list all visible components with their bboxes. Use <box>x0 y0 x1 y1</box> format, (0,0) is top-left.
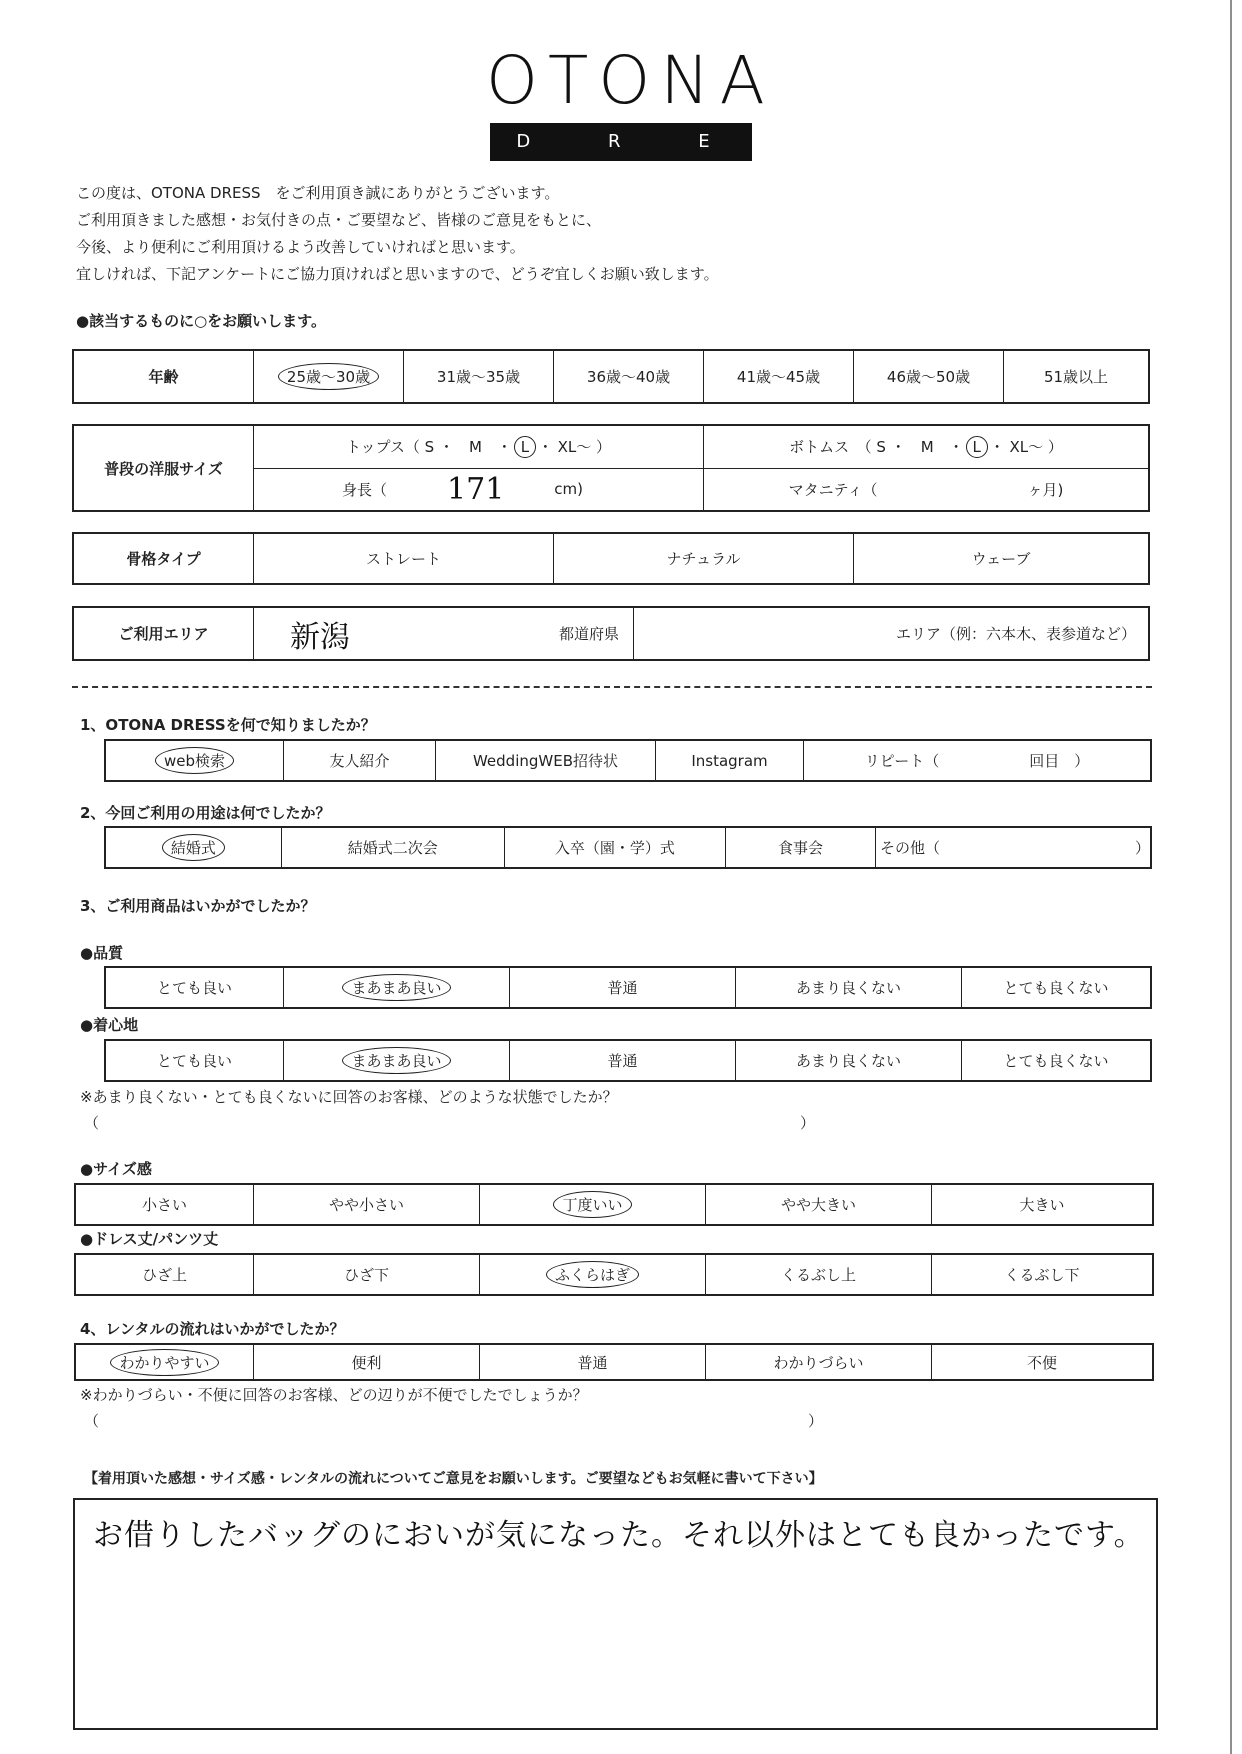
body-type-option-label: ナチュラル <box>666 550 741 568</box>
length-option[interactable] <box>932 1255 1152 1294</box>
length-option-label: ひざ上 <box>141 1266 187 1284</box>
age-option-label: 41歳～45歳 <box>736 368 821 386</box>
q2-option-label: 入卒（園・学）式 <box>554 839 675 857</box>
fit-option-label: 小さい <box>141 1196 187 1214</box>
comfort-note: ※あまり良くない・とても良くないに回答のお客様、どのような状態でしたか？ <box>80 1088 618 1106</box>
quality-option-label: あまり良くない <box>795 979 901 997</box>
scan-edge <box>1230 0 1232 1754</box>
q2-option[interactable] <box>726 828 876 867</box>
fit-option[interactable] <box>480 1185 706 1224</box>
length-option[interactable] <box>254 1255 480 1294</box>
quality-label: ●品質 <box>80 944 124 962</box>
tops-prefix: トップス（ S ・ M ・ <box>345 438 512 457</box>
quality-option[interactable] <box>106 968 284 1007</box>
comment-title: 【着用頂いた感想・サイズ感・レンタルの流れについてご意見をお願いします。ご要望などもお気軽に書いて下さい】 <box>84 1471 823 1487</box>
q2-option-label: 結婚式 <box>162 834 225 861</box>
area-table <box>72 606 1150 661</box>
maternity-label: マタニティ（ <box>788 480 878 499</box>
q4-option-label: わかりやすい <box>110 1349 218 1376</box>
comfort-option[interactable] <box>510 1041 736 1080</box>
comfort-option-label: 普通 <box>607 1052 638 1070</box>
age-option[interactable] <box>854 351 1004 402</box>
q2-table <box>104 826 1152 869</box>
q1-option[interactable] <box>656 741 804 780</box>
comfort-option[interactable] <box>736 1041 962 1080</box>
q4-option[interactable] <box>480 1345 706 1379</box>
prefecture-suffix: 都道府県 <box>558 625 619 643</box>
quality-option[interactable] <box>510 968 736 1007</box>
fit-label: ●サイズ感 <box>80 1160 152 1178</box>
body-type-option-label: ウェーブ <box>971 550 1031 568</box>
quality-option-label: まあまあ良い <box>342 974 450 1001</box>
section-divider <box>72 686 1152 688</box>
quality-option-label: とても良い <box>156 979 232 997</box>
q1-option-label: 友人紹介 <box>329 752 390 770</box>
tops-size[interactable] <box>254 426 704 468</box>
q4-note: ※わかりづらい・不便に回答のお客様、どの辺りが不便でしたでしょうか？ <box>80 1386 588 1404</box>
comfort-option-label: とても良くない <box>1003 1052 1109 1070</box>
bottoms-size[interactable] <box>704 426 1148 468</box>
length-option[interactable] <box>480 1255 706 1294</box>
q1-option-label: web検索 <box>155 747 234 774</box>
q1-option-label: Instagram <box>691 751 768 770</box>
q4-option-label: 普通 <box>577 1353 608 1372</box>
bottoms-prefix: ボトムス （ S ・ M ・ <box>789 438 964 457</box>
intro-line: この度は、OTONA DRESS をご利用頂き誠にありがとうございます。 <box>76 184 560 202</box>
body-type-table <box>72 532 1150 585</box>
quality-option[interactable] <box>284 968 510 1007</box>
q2-option[interactable] <box>505 828 726 867</box>
quality-option[interactable] <box>736 968 962 1007</box>
comment-text: お借りしたバッグのにおいが気になった。それ以外はとても良かったです。 <box>93 1518 1145 1553</box>
q4-paren-open: （ <box>84 1412 100 1430</box>
age-option-label: 51歳以上 <box>1043 368 1109 386</box>
logo-wordmark: OTONA <box>486 42 775 119</box>
q4-table <box>74 1343 1154 1381</box>
instruction: ●該当するものに○をお願いします。 <box>76 312 326 330</box>
height-unit: cm) <box>554 480 583 499</box>
intro-line: 今後、より便利にご利用頂けるよう改善していければと思います。 <box>76 238 525 256</box>
comfort-paren-open: （ <box>84 1114 100 1132</box>
q4-option-label: 不便 <box>1026 1353 1057 1372</box>
area-hint: エリア（例：六本木、表参道など） <box>895 625 1136 643</box>
size-row <box>254 468 1148 511</box>
length-label: ●ドレス丈/パンツ丈 <box>80 1230 219 1248</box>
age-option-label: 31歳～35歳 <box>436 368 521 386</box>
q1-option[interactable] <box>106 741 284 780</box>
age-option[interactable] <box>254 351 404 402</box>
comfort-paren-close: ） <box>800 1114 816 1132</box>
size-label: 普段の洋服サイズ <box>74 426 254 510</box>
q1-option-label: リピート（ 回目 ） <box>864 752 1090 770</box>
body-type-option[interactable] <box>554 534 854 583</box>
size-table <box>72 424 1150 512</box>
maternity-field[interactable] <box>704 469 1148 511</box>
q4-option[interactable] <box>76 1345 254 1379</box>
body-type-label: 骨格タイプ <box>74 534 254 583</box>
comfort-option[interactable] <box>106 1041 284 1080</box>
q1-title: 1、OTONA DRESSを何で知りましたか？ <box>80 716 376 734</box>
fit-option-label: 大きい <box>1019 1196 1065 1214</box>
q4-option[interactable] <box>932 1345 1152 1379</box>
body-type-option-label: ストレート <box>365 550 441 568</box>
length-option-label: くるぶし上 <box>780 1266 856 1284</box>
age-option-label: 46歳～50歳 <box>886 368 971 386</box>
q2-option-label: 食事会 <box>777 839 823 857</box>
q1-option[interactable] <box>436 741 656 780</box>
fit-table <box>74 1183 1154 1226</box>
prefecture-value: 新潟 <box>290 619 350 655</box>
bottoms-selected: L <box>966 436 988 458</box>
fit-option[interactable] <box>706 1185 932 1224</box>
age-table <box>72 349 1150 404</box>
q2-option[interactable] <box>106 828 282 867</box>
q1-option[interactable] <box>284 741 436 780</box>
q4-paren-close: ） <box>808 1412 824 1430</box>
q2-option[interactable] <box>282 828 505 867</box>
age-option[interactable] <box>1004 351 1148 402</box>
q4-option[interactable] <box>706 1345 932 1379</box>
age-option[interactable] <box>704 351 854 402</box>
q1-option-label: WeddingWEB招待状 <box>472 752 619 770</box>
prefecture-field[interactable] <box>254 608 634 659</box>
quality-option-label: とても良くない <box>1003 979 1109 997</box>
comfort-option[interactable] <box>962 1041 1150 1080</box>
q4-option-label: 便利 <box>351 1353 382 1372</box>
comment-box[interactable] <box>73 1498 1158 1730</box>
fit-option[interactable] <box>932 1185 1152 1224</box>
body-type-option[interactable] <box>254 534 554 583</box>
comfort-option-label: とても良い <box>156 1052 232 1070</box>
comfort-option-label: あまり良くない <box>795 1052 901 1070</box>
q2-option[interactable] <box>876 828 1150 867</box>
q1-option[interactable] <box>804 741 1150 780</box>
q2-option-label: その他（ ） <box>879 839 1150 857</box>
area-field[interactable] <box>634 608 1148 659</box>
comfort-table <box>104 1039 1152 1082</box>
age-option[interactable] <box>404 351 554 402</box>
area-label: ご利用エリア <box>74 608 254 659</box>
q2-title: 2、今回ご利用の用途は何でしたか？ <box>80 804 331 822</box>
height-value: 171 <box>447 471 505 507</box>
tops-suffix: ・ XL～ ） <box>537 438 612 457</box>
length-table <box>74 1253 1154 1296</box>
q4-title: 4、レンタルの流れはいかがでしたか？ <box>80 1320 345 1338</box>
fit-option[interactable] <box>254 1185 480 1224</box>
quality-table <box>104 966 1152 1009</box>
height-label: 身長（ <box>342 480 388 499</box>
tops-selected: L <box>514 436 536 458</box>
comfort-option[interactable] <box>284 1041 510 1080</box>
q1-table <box>104 739 1152 782</box>
logo-subtitle: D R E S S <box>490 123 752 161</box>
length-option-label: くるぶし下 <box>1004 1266 1080 1284</box>
size-row <box>254 426 1148 468</box>
q3-title: 3、ご利用商品はいかがでしたか？ <box>80 897 316 915</box>
length-option[interactable] <box>76 1255 254 1294</box>
intro-line: 宜しければ、下記アンケートにご協力頂ければと思いますので、どうぞ宜しくお願い致します。 <box>76 265 719 283</box>
q4-option-label: わかりづらい <box>773 1353 864 1372</box>
height-field[interactable] <box>254 469 704 511</box>
comfort-label: ●着心地 <box>80 1016 139 1034</box>
fit-option-label: やや大きい <box>780 1196 856 1214</box>
intro-line: ご利用頂きました感想・お気付きの点・ご要望など、皆様のご意見をもとに、 <box>76 211 602 229</box>
length-option-label: ひざ下 <box>343 1266 389 1284</box>
intro-text <box>76 180 719 288</box>
fit-option-label: やや小さい <box>328 1196 404 1214</box>
comfort-option-label: まあまあ良い <box>342 1047 450 1074</box>
fit-option[interactable] <box>76 1185 254 1224</box>
age-label: 年齢 <box>74 351 254 402</box>
fit-option-label: 丁度いい <box>553 1191 631 1218</box>
q4-option[interactable] <box>254 1345 480 1379</box>
quality-option-label: 普通 <box>607 979 638 997</box>
length-option-label: ふくらはぎ <box>546 1261 639 1288</box>
size-grid <box>254 426 1148 510</box>
body-type-option[interactable] <box>854 534 1148 583</box>
age-option[interactable] <box>554 351 704 402</box>
q2-option-label: 結婚式二次会 <box>347 839 438 857</box>
maternity-unit: ヶ月) <box>1027 480 1064 499</box>
length-option[interactable] <box>706 1255 932 1294</box>
age-option-label: 25歳～30歳 <box>278 363 379 390</box>
age-option-label: 36歳～40歳 <box>586 368 671 386</box>
bottoms-suffix: ・ XL～ ） <box>989 438 1063 457</box>
quality-option[interactable] <box>962 968 1150 1007</box>
